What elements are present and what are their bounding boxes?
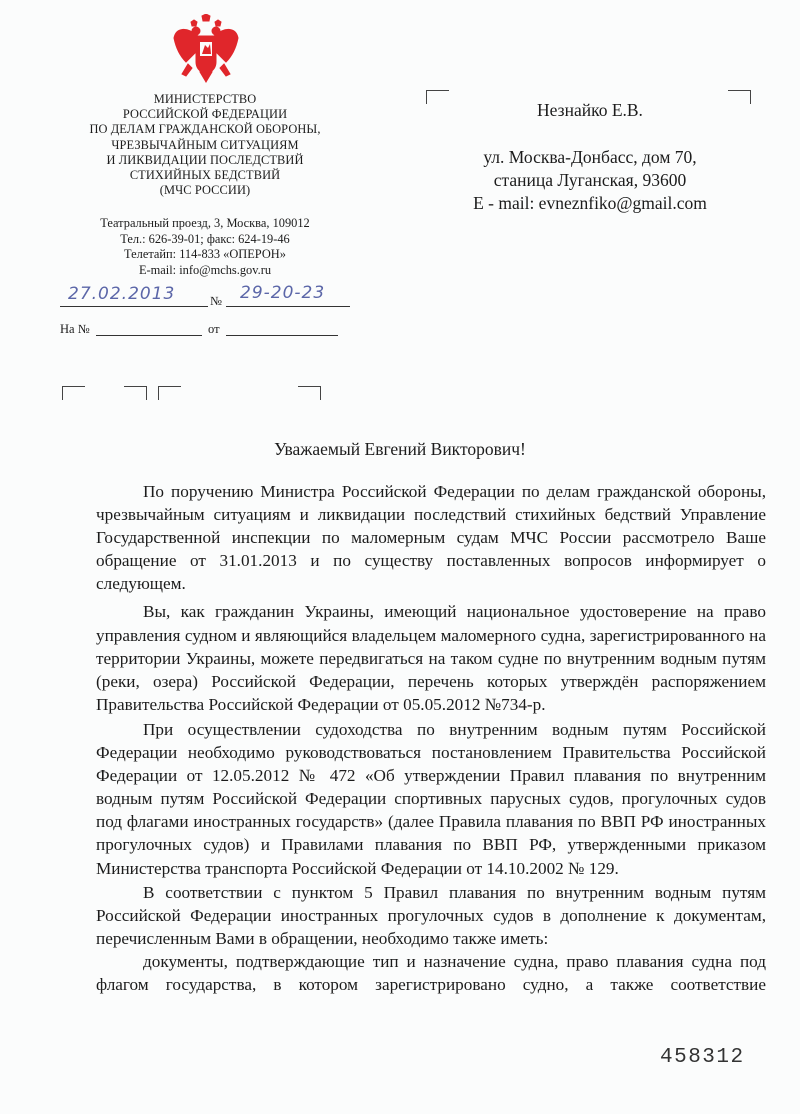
addressee-email: E - mail: evneznfiko@gmail.com: [473, 193, 707, 213]
addressee-name: Незнайко Е.В.: [537, 100, 643, 120]
corner-mark: [124, 386, 147, 400]
ministry-line: (МЧС РОССИИ): [159, 183, 251, 198]
reference-number-blank: [96, 335, 202, 336]
addressee-address: [430, 146, 750, 215]
letter-body: [96, 480, 766, 996]
registration-line: [60, 283, 350, 310]
number-underline: [226, 306, 350, 307]
russian-coat-of-arms-icon: [172, 14, 240, 84]
addressee-street: ул. Москва-Донбасс, дом 70,: [483, 147, 697, 167]
ministry-line: СТИХИЙНЫХ БЕДСТВИЙ: [129, 168, 281, 183]
corner-mark: [62, 386, 85, 400]
ministry-line: И ЛИКВИДАЦИИ ПОСЛЕДСТВИЙ: [106, 152, 304, 167]
paragraph: По поручению Министра Российской Федерации по делам гражданской обороны, чрезвычайным ситуациям и ликвидации последствий стихийных бедствий Управление Государственной инспекции по маломерным судам МЧС России рассмотрело Ваше обращение от 31.01.2013 и по существу поставленных вопросов информирует о следующем.: [96, 482, 766, 594]
ministry-line: РОССИЙСКОЙ ФЕДЕРАЦИИ: [122, 107, 288, 122]
reference-line: [60, 322, 350, 340]
ministry-teletype: Телетайп: 114-833 «ОПЕРОН»: [124, 247, 286, 262]
reference-date-blank: [226, 335, 338, 336]
addressee-city: станица Луганская, 93600: [493, 170, 687, 190]
ministry-line: МИНИСТЕРСТВО: [153, 92, 257, 106]
paragraph: При осуществлении судоходства по внутренним водным путям Российской Федерации необходимо руководствоваться постановлением Правительства Российской Федерации от 12.05.2012 № 472 «Об утверждении Правил плавания по внутренним водным путям Российской Федерации спортивных парусных судов, прогулочных судов под флагами иностранных государств» (далее Правила плавания по ВВП РФ иностранных прогулочных судов) и Правилами плавания по ВВП РФ, утвержденными приказом Министерства транспорта Российской Федерации от 14.10.2002 № 129.: [96, 719, 766, 878]
ministry-line: ЧРЕЗВЫЧАЙНЫМ СИТУАЦИЯМ: [111, 137, 299, 152]
registration-number: 29-20-23: [240, 283, 326, 303]
greeting: Уважаемый Евгений Викторович!: [274, 439, 526, 459]
registration-date: 27.02.2013: [68, 284, 176, 304]
corner-mark: [158, 386, 181, 400]
ministry-line: ПО ДЕЛАМ ГРАЖДАНСКОЙ ОБОРОНЫ,: [89, 122, 321, 137]
paragraph: Вы, как гражданин Украины, имеющий национальное удостоверение на право управления судном и являющийся владельцем маломерного судна, зарегистрированного на территории Украины, можете передвигаться на таком судне по внутренним водным путям (реки, озера) Российской Федерации, перечень которых утверждён распоряжением Правительства Российской Федерации от 05.05.2012 №734-р.: [96, 602, 766, 714]
corner-mark: [298, 386, 321, 400]
ministry-address: Театральный проезд, 3, Москва, 109012: [100, 216, 310, 230]
reference-date-label: от: [208, 322, 220, 336]
date-underline: [60, 306, 208, 307]
reference-number-label: На №: [60, 322, 90, 336]
ministry-email: E-mail: info@mchs.gov.ru: [138, 262, 272, 277]
number-sign: №: [210, 294, 222, 308]
ministry-contacts: [70, 216, 340, 278]
paragraph: документы, подтверждающие тип и назначение судна, право плавания судна под флагом государства, в котором зарегистрировано судно, а также соответствие: [96, 951, 766, 994]
ministry-name: [70, 92, 340, 198]
paragraph: В соответствии с пунктом 5 Правил плавания по внутренним водным путям Российской Федерации иностранных прогулочных судов в дополнение к документам, перечисленным Вами в обращении, необходимо также иметь:: [96, 882, 766, 948]
ministry-phone-fax: Тел.: 626-39-01; факс: 624-19-46: [120, 231, 290, 246]
document-serial-number: 458312: [660, 1046, 745, 1069]
